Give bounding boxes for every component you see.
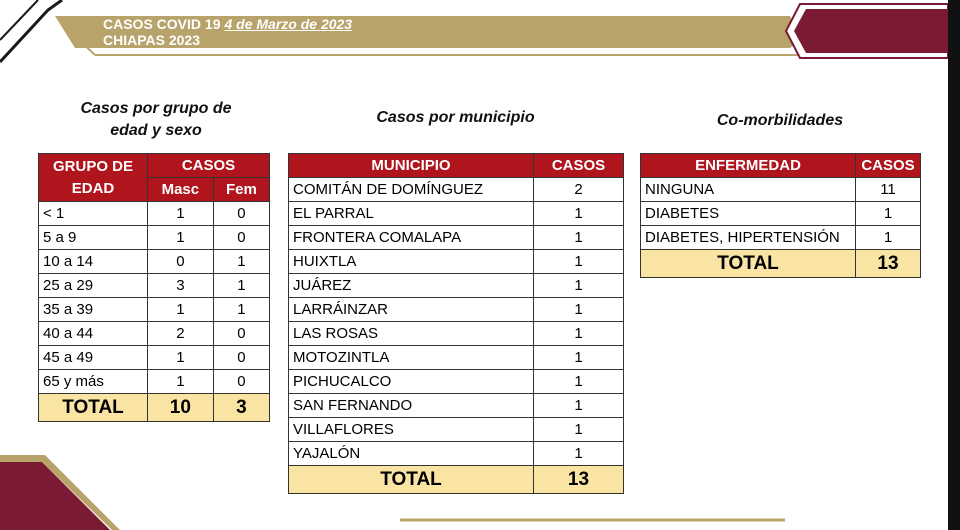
table-row	[289, 322, 624, 346]
table-row	[39, 202, 270, 226]
fem-cell: 0	[213, 370, 269, 394]
table-row	[289, 250, 624, 274]
municipio-table	[288, 153, 624, 494]
municipio-cases: 1	[534, 346, 624, 370]
table-row	[289, 178, 624, 202]
age-group-cell: 10 a 14	[39, 250, 148, 274]
municipio-cases: 1	[534, 274, 624, 298]
header-group	[39, 154, 148, 202]
municipio-cases: 1	[534, 298, 624, 322]
table-row	[289, 370, 624, 394]
table-row	[289, 346, 624, 370]
municipio-name: PICHUCALCO	[289, 370, 534, 394]
total-label: TOTAL	[39, 394, 148, 422]
table-row	[39, 346, 270, 370]
table-row	[289, 226, 624, 250]
header-casos: CASOS	[856, 154, 921, 178]
masc-cell: 2	[148, 322, 214, 346]
fem-cell: 1	[213, 274, 269, 298]
total-masc: 10	[148, 394, 214, 422]
age-group-cell: 40 a 44	[39, 322, 148, 346]
age-sex-table	[38, 153, 270, 422]
disease-cases: 1	[856, 202, 921, 226]
disease-name: DIABETES, HIPERTENSIÓN	[641, 226, 856, 250]
table-row	[39, 322, 270, 346]
municipio-name: LAS ROSAS	[289, 322, 534, 346]
header-group-line1: GRUPO DE	[52, 157, 133, 175]
age-group-cell: 5 a 9	[39, 226, 148, 250]
fem-cell: 1	[213, 250, 269, 274]
municipio-name: FRONTERA COMALAPA	[289, 226, 534, 250]
municipio-cases: 1	[534, 250, 624, 274]
municipio-cases: 1	[534, 370, 624, 394]
table-row	[289, 418, 624, 442]
right-edge-bar	[948, 0, 960, 530]
table-row	[289, 274, 624, 298]
age-title-line2: edad y sexo	[110, 122, 202, 139]
municipio-cases: 2	[534, 178, 624, 202]
masc-cell: 1	[148, 298, 214, 322]
disease-name: DIABETES	[641, 202, 856, 226]
municipio-cases: 1	[534, 202, 624, 226]
table-row	[641, 226, 921, 250]
fem-cell: 0	[213, 226, 269, 250]
header-municipio: MUNICIPIO	[289, 154, 534, 178]
table-row	[39, 274, 270, 298]
age-group-cell: 35 a 39	[39, 298, 148, 322]
municipio-cases: 1	[534, 226, 624, 250]
header-cases: CASOS	[148, 154, 270, 178]
disease-name: NINGUNA	[641, 178, 856, 202]
table-row	[289, 298, 624, 322]
disease-cases: 1	[856, 226, 921, 250]
header-fem: Fem	[213, 178, 269, 202]
header-subtitle: CHIAPAS 2023	[103, 32, 201, 48]
table-row	[289, 442, 624, 466]
table-row	[641, 178, 921, 202]
fem-cell: 0	[213, 346, 269, 370]
header	[103, 16, 352, 48]
total-row	[641, 250, 921, 278]
morbidity-table-title: Co-morbilidades	[716, 112, 844, 129]
municipio-name: MOTOZINTLA	[289, 346, 534, 370]
municipio-name: EL PARRAL	[289, 202, 534, 226]
municipio-name: YAJALÓN	[289, 442, 534, 466]
table-row	[39, 250, 270, 274]
masc-cell: 3	[148, 274, 214, 298]
table-row	[641, 202, 921, 226]
total-fem: 3	[213, 394, 269, 422]
masc-cell: 1	[148, 202, 214, 226]
total-row	[39, 394, 270, 422]
age-group-cell: < 1	[39, 202, 148, 226]
municipio-name: HUIXTLA	[289, 250, 534, 274]
municipio-name: SAN FERNANDO	[289, 394, 534, 418]
disease-cases: 11	[856, 178, 921, 202]
total-cases: 13	[856, 250, 921, 278]
masc-cell: 1	[148, 226, 214, 250]
header-date: 4 de Marzo de 2023	[224, 16, 353, 32]
age-group-cell: 25 a 29	[39, 274, 148, 298]
municipio-cases: 1	[534, 442, 624, 466]
total-label: TOTAL	[289, 466, 534, 494]
municipio-name: LARRÁINZAR	[289, 298, 534, 322]
masc-cell: 1	[148, 370, 214, 394]
header-enfermedad: ENFERMEDAD	[641, 154, 856, 178]
header-casos: CASOS	[534, 154, 624, 178]
header-group-line2: EDAD	[71, 179, 115, 197]
table-row	[289, 202, 624, 226]
municipio-cases: 1	[534, 418, 624, 442]
total-row	[289, 466, 624, 494]
municipio-name: VILLAFLORES	[289, 418, 534, 442]
municipio-cases: 1	[534, 394, 624, 418]
masc-cell: 1	[148, 346, 214, 370]
fem-cell: 1	[213, 298, 269, 322]
table-row	[39, 370, 270, 394]
table-row	[289, 394, 624, 418]
table-row	[39, 226, 270, 250]
fem-cell: 0	[213, 202, 269, 226]
age-group-cell: 45 a 49	[39, 346, 148, 370]
header-masc: Masc	[148, 178, 214, 202]
fem-cell: 0	[213, 322, 269, 346]
municipio-cases: 1	[534, 322, 624, 346]
total-cases: 13	[534, 466, 624, 494]
age-title-line1: Casos por grupo de	[80, 100, 232, 117]
morbidity-table	[640, 153, 921, 278]
municipio-table-title: Casos por municipio	[376, 109, 535, 126]
age-group-cell: 65 y más	[39, 370, 148, 394]
age-table-title	[40, 98, 272, 142]
masc-cell: 0	[148, 250, 214, 274]
municipio-name: JUÁREZ	[289, 274, 534, 298]
table-row	[39, 298, 270, 322]
header-title: CASOS COVID 19	[103, 16, 221, 32]
total-label: TOTAL	[641, 250, 856, 278]
municipio-name: COMITÁN DE DOMÍNGUEZ	[289, 178, 534, 202]
